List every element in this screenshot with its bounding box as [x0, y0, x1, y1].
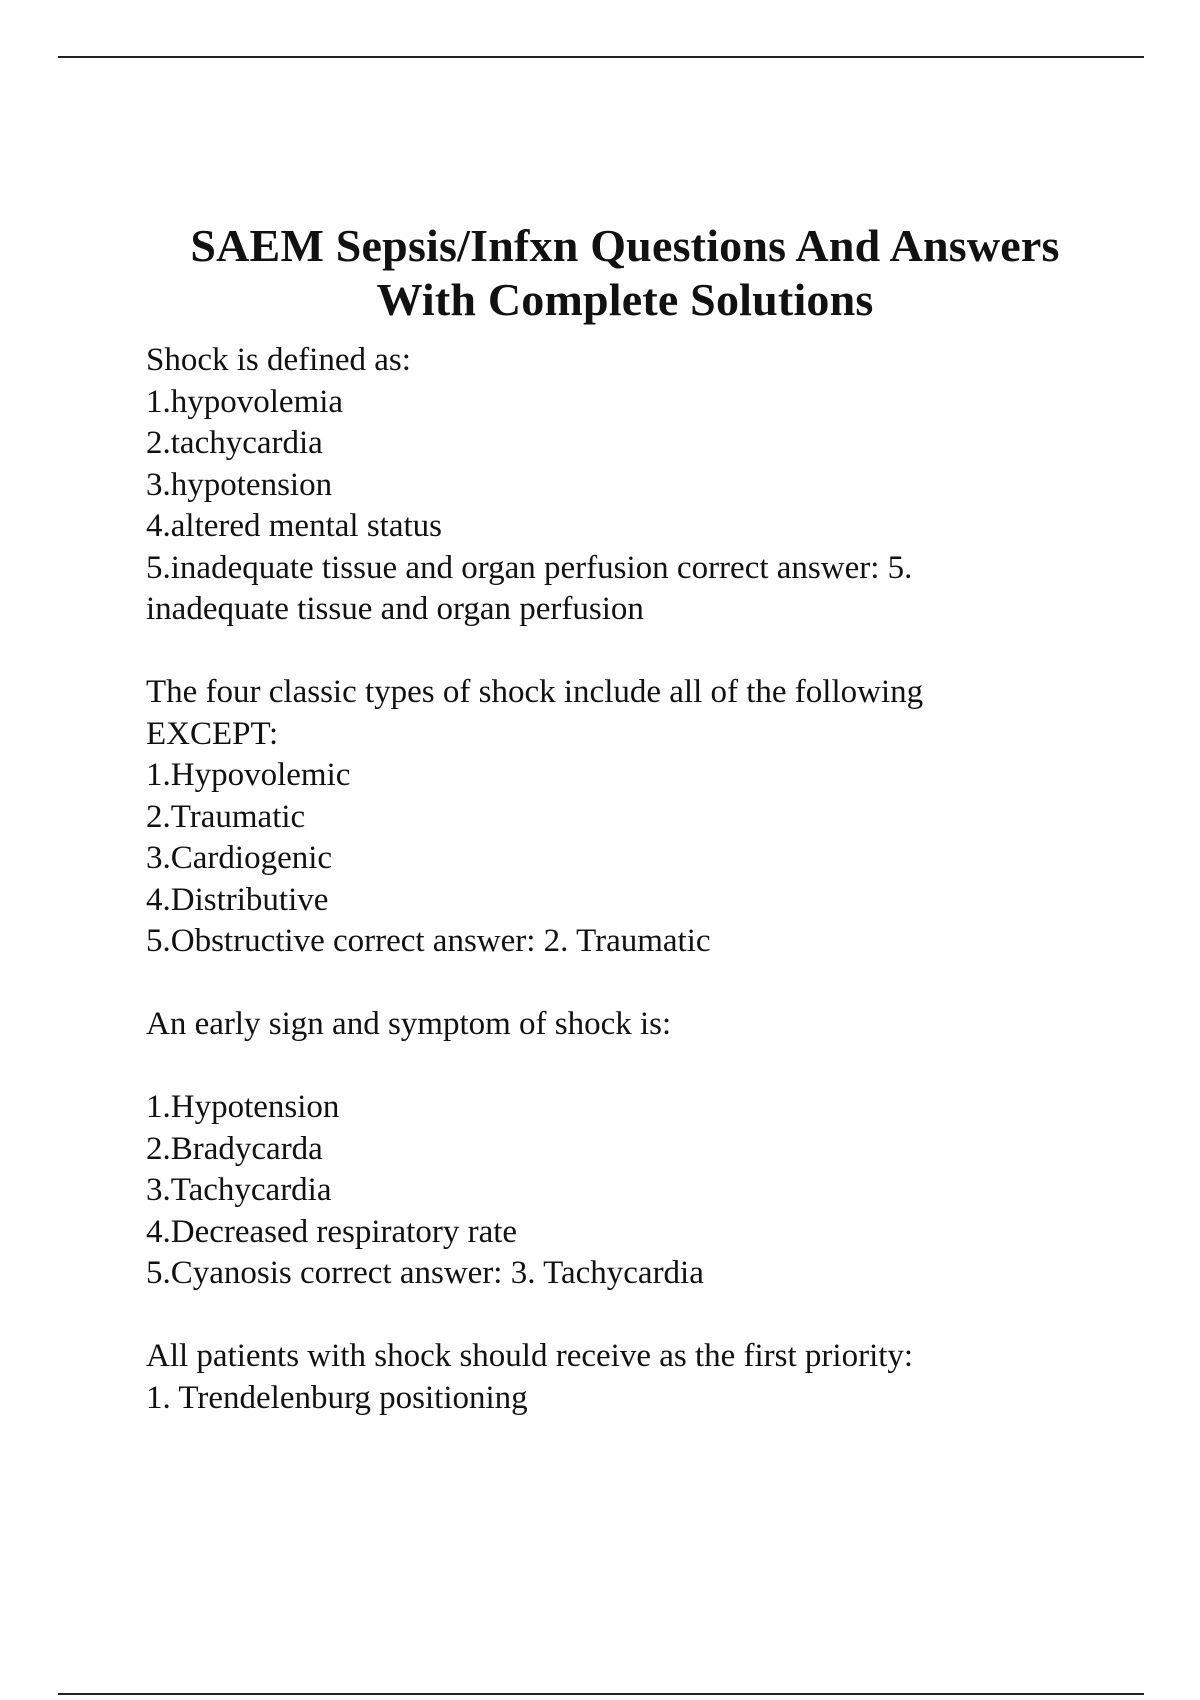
answer-option: 2.Traumatic [146, 798, 306, 835]
answer-option-with-correct-answer: 5.Cyanosis correct answer: 3. Tachycardia [146, 1255, 704, 1291]
question-prompt: All patients with shock should receive as the first priority: [146, 1338, 914, 1374]
question-block [146, 672, 1106, 963]
answer-option: 3.hypotension [146, 466, 333, 503]
page-title-line-1: SAEM Sepsis/Infxn Questions And Answers [190, 219, 1060, 271]
paragraph-gap [146, 1046, 1106, 1088]
answer-option: 1.hypovolemia [146, 383, 344, 420]
page-title [60, 219, 1190, 327]
paragraph-gap [146, 1295, 1106, 1337]
answer-option: 1. Trendelenburg positioning [146, 1379, 528, 1416]
answer-option: 4.altered mental status [146, 508, 442, 544]
answer-option: 2.tachycardia [146, 425, 323, 461]
answer-option: 1.Hypovolemic [146, 757, 351, 793]
answer-option-with-correct-answer: 5.Obstructive correct answer: 2. Traumatic [146, 923, 711, 959]
document-body [146, 340, 1106, 1419]
answer-option-with-correct-answer: 5.inadequate tissue and organ perfusion correct answer: 5. [146, 549, 913, 586]
question-prompt: Shock is defined as: [146, 342, 411, 378]
paragraph-gap [146, 963, 1106, 1005]
page-title-line-2: With Complete Solutions [376, 273, 874, 325]
answer-option: 1.Hypotension [146, 1089, 340, 1125]
bottom-rule [58, 1693, 1144, 1695]
question-prompt: An early sign and symptom of shock is: [146, 1006, 672, 1042]
answer-option: 3.Tachycardia [146, 1172, 332, 1208]
question-block [146, 340, 1106, 631]
answer-option: 3.Cardiogenic [146, 840, 333, 876]
answer-option: 4.Decreased respiratory rate [146, 1213, 518, 1250]
question-prompt: The four classic types of shock include all of the following [146, 674, 924, 710]
answer-option: 2.Bradycarda [146, 1130, 323, 1167]
question-prompt-continuation: EXCEPT: [146, 715, 279, 752]
question-block [146, 1004, 1106, 1295]
top-rule [58, 56, 1144, 58]
answer-option: 4.Distributive [146, 881, 329, 918]
question-block [146, 1336, 1106, 1419]
correct-answer-continuation: inadequate tissue and organ perfusion [146, 591, 644, 627]
paragraph-gap [146, 631, 1106, 673]
